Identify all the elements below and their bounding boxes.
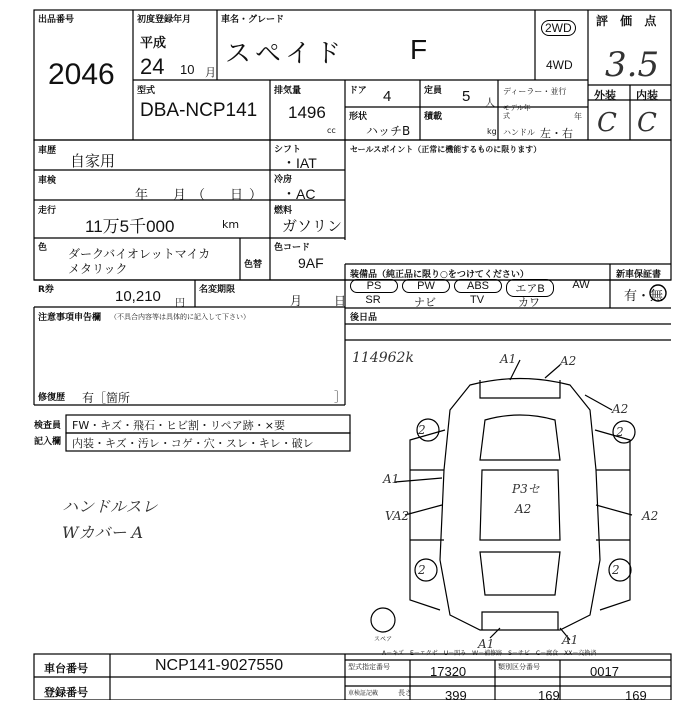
mileage-label: 走行 [38,206,57,216]
grade: F [410,34,428,65]
damage-mark: P3セ [512,482,540,496]
int-check: 内装・キズ・汚レ・コゲ・穴・スレ・キレ・破レ [72,437,314,450]
equipment-item: ナビ [414,297,436,309]
handwritten-note-2: Wカバー A [62,523,144,542]
color-value-1: ダークバイオレットマイカ [68,247,211,261]
equipment-item: エアB [506,279,554,297]
disp-label: 排気量 [274,86,302,96]
damage-mark: A1 [383,472,400,486]
color-label: 色 [38,243,48,253]
equipment-item: ABS [454,279,502,293]
title-deadline-value: 月 日 [290,294,357,308]
color-change-label: 色替 [244,260,263,270]
doors-label: ドア [349,86,367,96]
model-year-label: モデル年式 [503,104,531,120]
equipment-item: TV [469,294,485,306]
damage-mark: 2 [616,425,624,439]
reg-year: 24 [140,54,165,79]
yen-unit: 円 [175,298,185,309]
handwritten-note-1: ハンドルスレ [62,497,158,516]
damage-mark: VA2 [385,509,410,523]
car-name: スペイド [225,39,346,69]
dims-label: 車検証記載 [348,690,379,697]
lot-number: 2046 [48,58,115,91]
equipment-item: SR [365,294,381,306]
reg-label: 登録番号 [44,686,88,699]
load-label: 積載 [424,112,443,122]
rating-label: 評 価 点 [596,14,661,28]
damage-mark: A2 [560,354,577,368]
model-designation-label: 型式指定番号 [348,663,390,671]
int-label: 内装 [636,89,658,102]
entry-label: 記入欄 [34,437,62,447]
shape-label: 形状 [349,112,368,122]
equipment-item: PS [350,279,398,293]
drive-2wd: 2WD [541,20,576,36]
damage-legend: A－キズ E－エクボ U－凹み W－補修跡 S－サビ C－腐食 XX－交換済 [382,650,597,657]
equipment-item: PW [402,279,450,293]
model-designation-value: 17320 [430,664,467,679]
damage-mark: A1 [562,633,579,647]
era: 平成 [140,36,167,51]
damage-mark: 2 [612,563,620,577]
kg-unit: kg [487,127,497,136]
inspection-value: 年 月（ 日） [135,188,269,203]
ext-check: FW・キズ・飛石・ヒビ割・リペア跡・×要 [72,419,285,432]
title-deadline-label: 名変期限 [199,285,236,295]
reg-month: 10 [180,62,195,77]
ext-score: C [597,108,617,138]
model-label: 型式 [137,86,156,96]
history-value: 自家用 [70,152,116,170]
color-value-2: メタリック [68,262,128,276]
warranty-label: 新車保証書 [616,270,662,280]
disp-value: 1496 [288,103,326,122]
cc-unit: cc [327,126,336,135]
model-code: DBA-NCP141 [140,100,258,121]
int-score: C [637,108,657,138]
month-unit: 月 [205,66,216,79]
mileage-value: 11万5千000 [85,217,175,236]
category-value: 0017 [590,664,619,679]
sales-point-label: セールスポイント（正常に機能するものに限ります） [350,145,542,154]
damage-mark: 2 [418,423,426,437]
dealer-label: ディーラー・並行 [503,87,567,96]
first-reg-label: 初度登録年月 [137,15,192,25]
fuel-label: 燃料 [274,206,293,216]
ac-label: 冷房 [274,175,293,185]
notes-label: 注意事項申告欄 [38,313,102,323]
length-value: 399 [445,688,467,703]
equipment-item: カワ [518,297,540,309]
damage-mark: A1 [500,352,517,366]
length-label: 長さ [398,689,412,697]
year-unit: 年 [574,112,582,121]
damage-mark: 2 [418,563,426,577]
shift-label: シフト [274,145,302,155]
shape-value: ハッチB [366,124,411,138]
recycle-value: 10,210 [115,288,161,305]
width-value: 169 [538,688,560,703]
ext-label: 外装 [594,89,616,102]
color-code-label: 色コード [274,243,311,253]
equipment-label: 装備品（純正品に限り○をつけてください） [350,270,529,280]
damage-mark: A1 [478,637,495,651]
drive-4wd: 4WD [546,58,573,72]
capacity-label: 定員 [424,86,443,96]
km-unit: km [222,218,240,231]
color-code-value: 9AF [298,255,324,271]
history-label: 車歴 [38,146,57,156]
repair-label: 修復歴 [38,393,66,403]
category-label: 類別区分番号 [498,663,540,671]
handle-label: ハンドル [503,128,535,137]
capacity-unit: 人 [485,98,495,109]
repair-value: 有［箇所 [82,391,131,405]
shift-value: ・IAT [282,155,317,171]
damage-mark: A2 [515,502,532,516]
capacity-value: 5 [462,88,471,105]
name-label: 車名・グレード [221,15,285,25]
height-value: 169 [625,688,647,703]
fuel-value: ガソリン [282,217,343,235]
lot-label: 出品番号 [38,15,75,25]
warranty-value: 有・無 [624,289,664,304]
handle-value: 左・右 [540,127,573,140]
spare-label: スペア [374,636,393,643]
inspector-label: 検査員 [34,421,62,431]
damage-mark: A2 [642,509,659,523]
notes-sub: （不具合内容等は具体的に記入して下さい） [110,313,250,321]
ac-value: ・AC [282,186,316,202]
handwritten-mileage: 114962k [352,350,414,366]
chassis-label: 車台番号 [44,662,88,675]
repair-close: ］ [334,390,347,404]
damage-mark: A2 [612,402,629,416]
rating: 3.5 [605,45,660,85]
doors-value: 4 [383,88,392,105]
chassis-value: NCP141-9027550 [155,657,284,674]
rear-seat-label: 後日品 [350,313,378,323]
inspection-label: 車検 [38,176,57,186]
equipment-item: AW [572,279,590,291]
recycle-label: R券 [38,285,54,295]
